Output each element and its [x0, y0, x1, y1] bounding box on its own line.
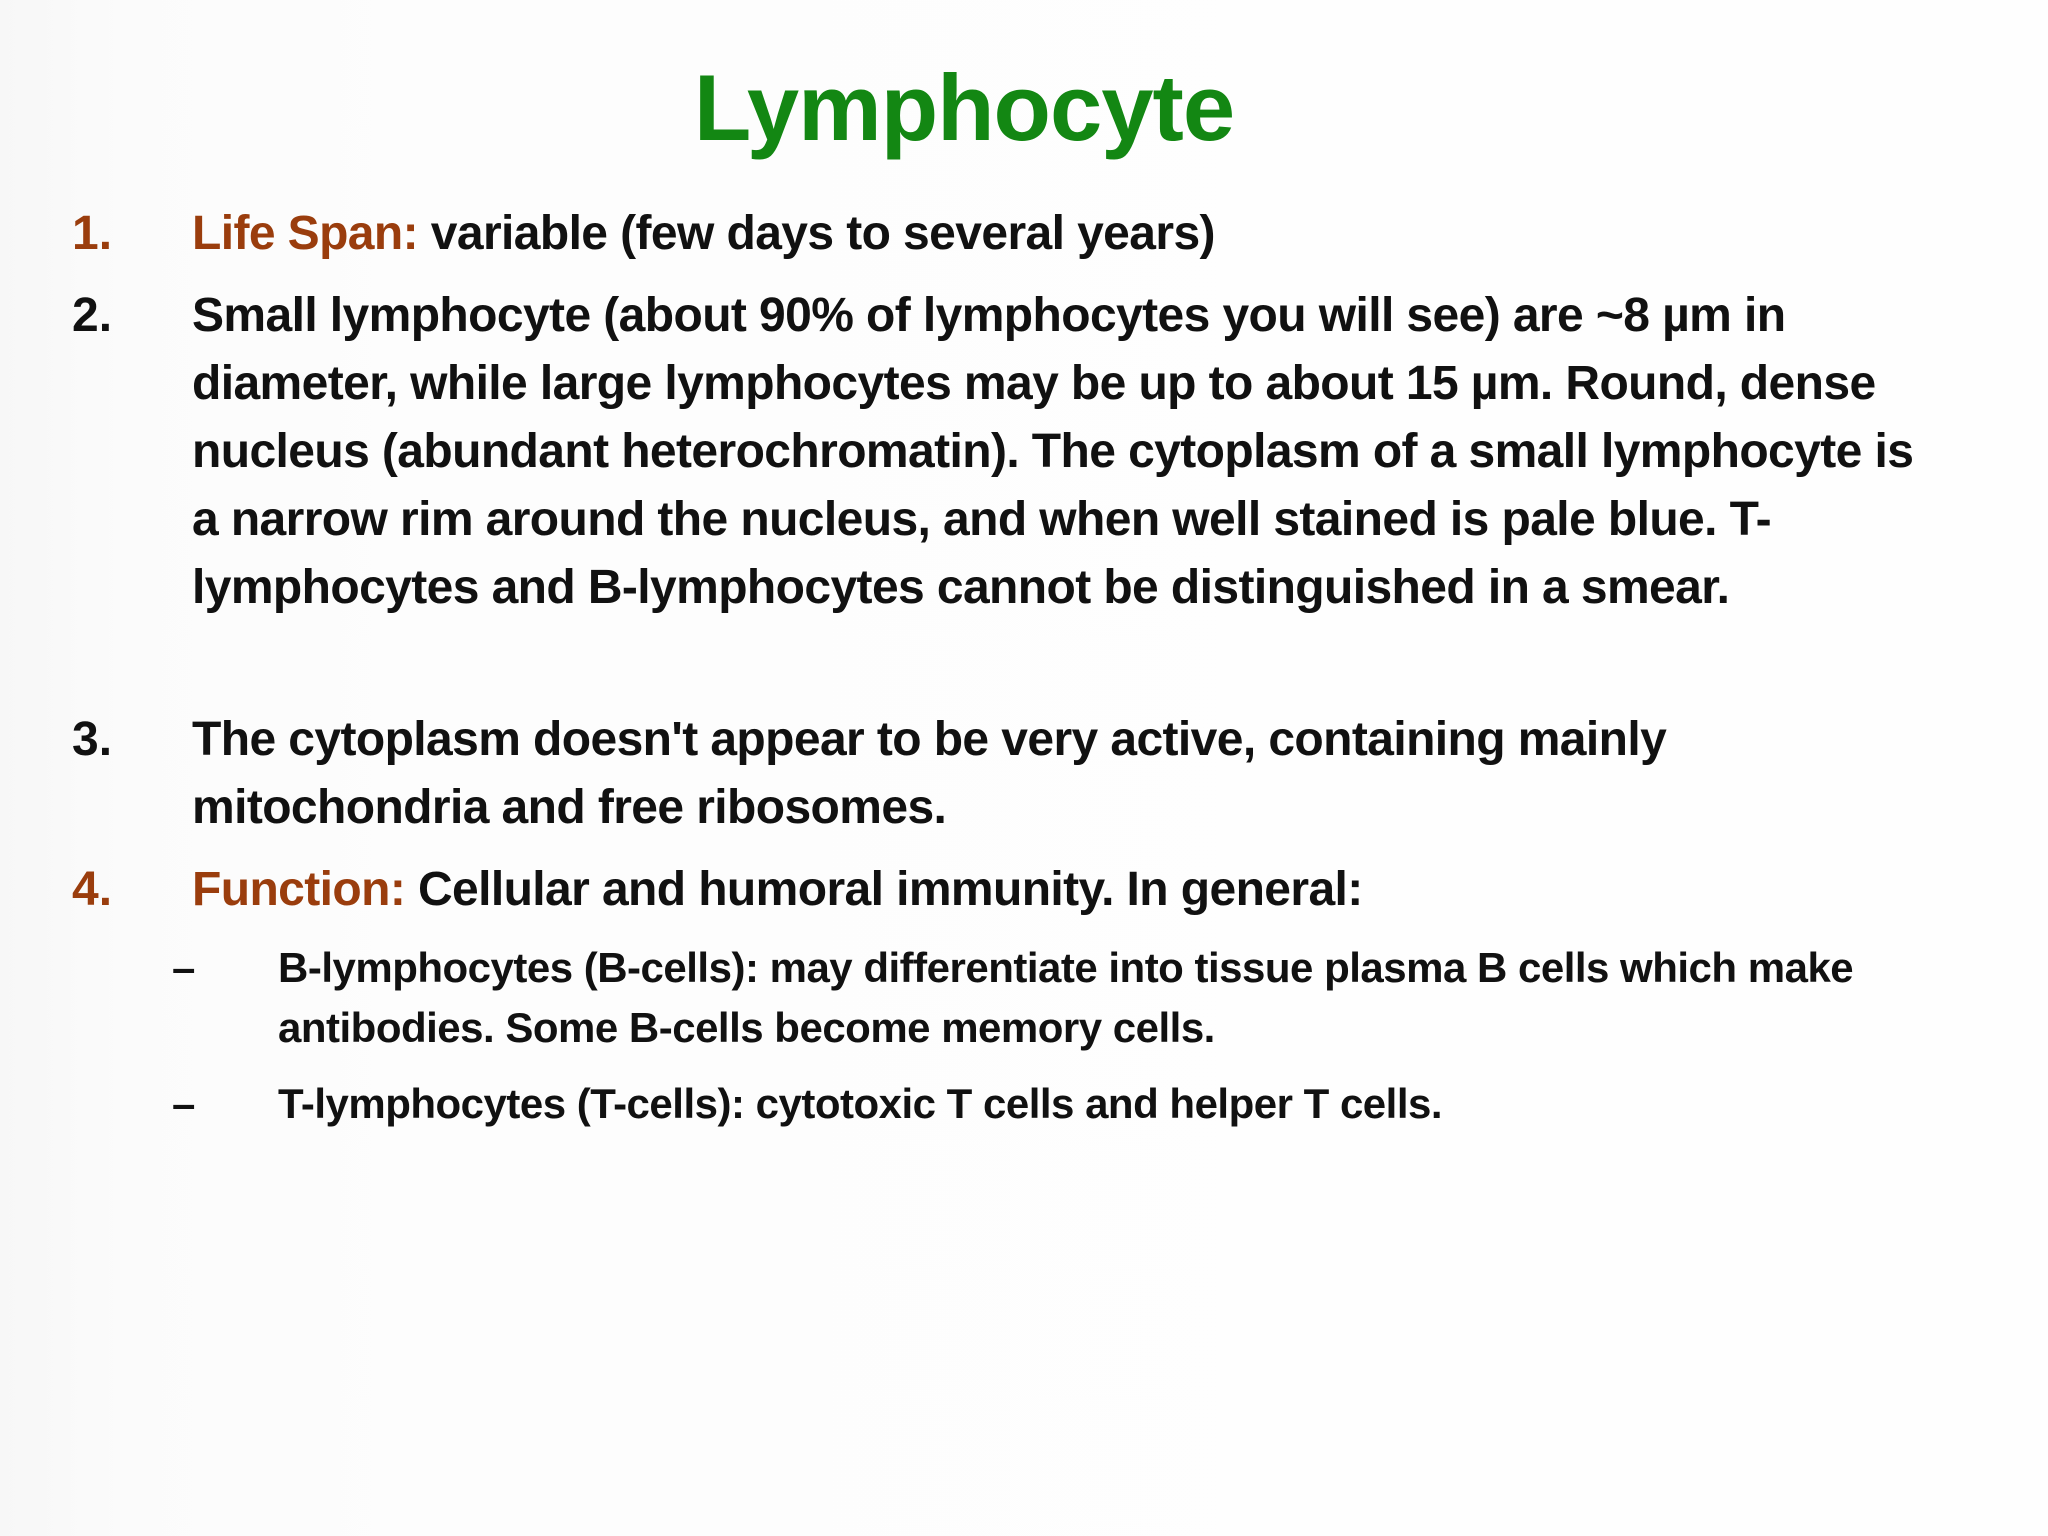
sub-item-dash: – [172, 944, 196, 991]
function-label: Function: [192, 863, 406, 916]
list-item-number: 2. [72, 289, 113, 342]
list-item-number: 4. [72, 863, 113, 916]
slide-title: Lymphocyte [693, 55, 1235, 160]
sub-item-text: T-lymphocytes (T-cells): cytotoxic T cells and helper T cells. [278, 1080, 1443, 1127]
sub-item-dash: – [172, 1080, 196, 1127]
life-span-text: variable (few days to several years) [418, 207, 1215, 260]
list-item-number: 1. [72, 207, 113, 260]
list-item-body: The cytoplasm doesn't appear to be very active, containing mainly mitochondria and free ribosomes. [192, 713, 1667, 834]
function-text: Cellular and humoral immunity. In general: [405, 863, 1363, 916]
list-item-number: 3. [72, 713, 113, 766]
sub-item-text: B-lymphocytes (B-cells): may differentiate into tissue plasma B cells which make antibodies. Some B-cells become memory cells. [278, 944, 1854, 1051]
list-item-body: Small lymphocyte (about 90% of lymphocytes you will see) are ~8 µm in diameter, while large lymphocytes may be up to about 15 µm. Round, dense nucleus (abundant heterochromatin). The cytoplasm of a small lymphocyte is a narrow rim around the nucleus, and when well stained is pale blue. T-lymphocytes and B-lymphocytes cannot be distinguished in a smear. [192, 289, 1914, 614]
list-item-body [192, 856, 1942, 924]
list-item-body [192, 200, 1942, 268]
life-span-label: Life Span: [192, 207, 419, 260]
